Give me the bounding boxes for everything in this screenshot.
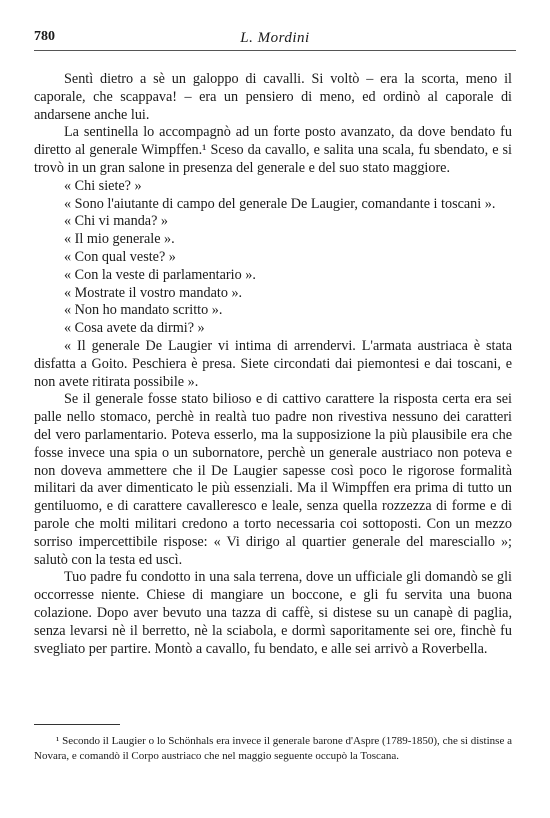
paragraph: Sentì dietro a sè un galoppo di cavalli. Si voltò – era la scorta, meno il caporale, che scappava! – era un pensiero di meno, ed ordinò al caporale di andarsene anche lui. <box>34 71 512 123</box>
dialogue-line: « Chi siete? » <box>64 177 142 194</box>
footnote-rule <box>34 724 120 725</box>
dialogue-line: « Sono l'aiutante di campo del generale De Laugier, comandante i toscani ». <box>64 195 496 212</box>
body-text <box>34 71 512 658</box>
page-header <box>34 29 516 51</box>
footnote: ¹ Secondo il Laugier o lo Schönhals era invece il generale barone d'Aspre (1789-1850), che si distinse a Novara, e comandò il Corpo austriaco che nel maggio seguente occupò la Toscana. <box>34 735 512 762</box>
dialogue-line: « Cosa avete da dirmi? » <box>64 320 205 337</box>
header-rule <box>34 50 516 51</box>
paragraph: Tuo padre fu condotto in una sala terrena, dove un ufficiale gli domandò se gli occorresse niente. Chiese di mangiare un boccone, e gli fu servita una buona colazione. Dopo aver bevuto una tazza di caffè, si distese su un canapè di paglia, senza levarsi nè il berretto, nè la sciabola, e dormì saporitamente sei ore, finchè fu svegliato per partire. Montò a cavallo, fu bendato, e alle sei arrivò a Roverbella. <box>34 569 512 657</box>
dialogue-line: « Con qual veste? » <box>64 248 176 265</box>
dialogue-line: « Non ho mandato scritto ». <box>64 302 223 319</box>
dialogue-line: « Con la veste di parlamentario ». <box>64 266 256 283</box>
paragraph: Se il generale fosse stato bilioso e di cattivo carattere la risposta certa era sei palle nello stomaco, perchè in realtà tuo padre non rivestiva nessuno dei caratteri del vero parlamentario. Poteva esserlo, ma la supposizione la più plausibile era che fosse invece una spia o un subornatore, perchè un generale austriaco non poteva e non doveva ammettere che il De Laugier sapesse così poco le rigorose formalità militari da aver dimenticato le più essenziali. Ma il Wimpffen era prima di tutto un gentiluomo, e di carattere cavalleresco e leale, senza quella rozzezza di forme e di parole che molti militari credono a torto necessaria coi sottoposti. Con un mezzo sorriso impercettibile rispose: « Vi dirigo al quartier generale del maresciallo »; salutò con la testa ed uscì. <box>34 391 512 568</box>
dialogue-line: « Mostrate il vostro mandato ». <box>64 284 243 301</box>
footnotes <box>34 734 512 764</box>
running-title: L. Mordini <box>240 30 310 46</box>
dialogue-line: « Il generale De Laugier vi intima di arrendervi. L'armata austriaca è stata disfatta a Goito. Peschiera è presa. Siete circondati dai piemontesi e dai toscani, e non avete ritirata possibile ». <box>34 337 512 390</box>
dialogue-line: « Il mio generale ». <box>64 231 175 248</box>
dialogue-line: « Chi vi manda? » <box>64 213 169 230</box>
paragraph: La sentinella lo accompagnò ad un forte posto avanzato, da dove bendato fu diretto al generale Wimpffen.¹ Sceso da cavallo, e salita una scala, fu sbendato, e si trovò in un gran salone in presenza del generale e del suo stato maggiore. <box>34 124 512 176</box>
page-number: 780 <box>34 29 55 44</box>
